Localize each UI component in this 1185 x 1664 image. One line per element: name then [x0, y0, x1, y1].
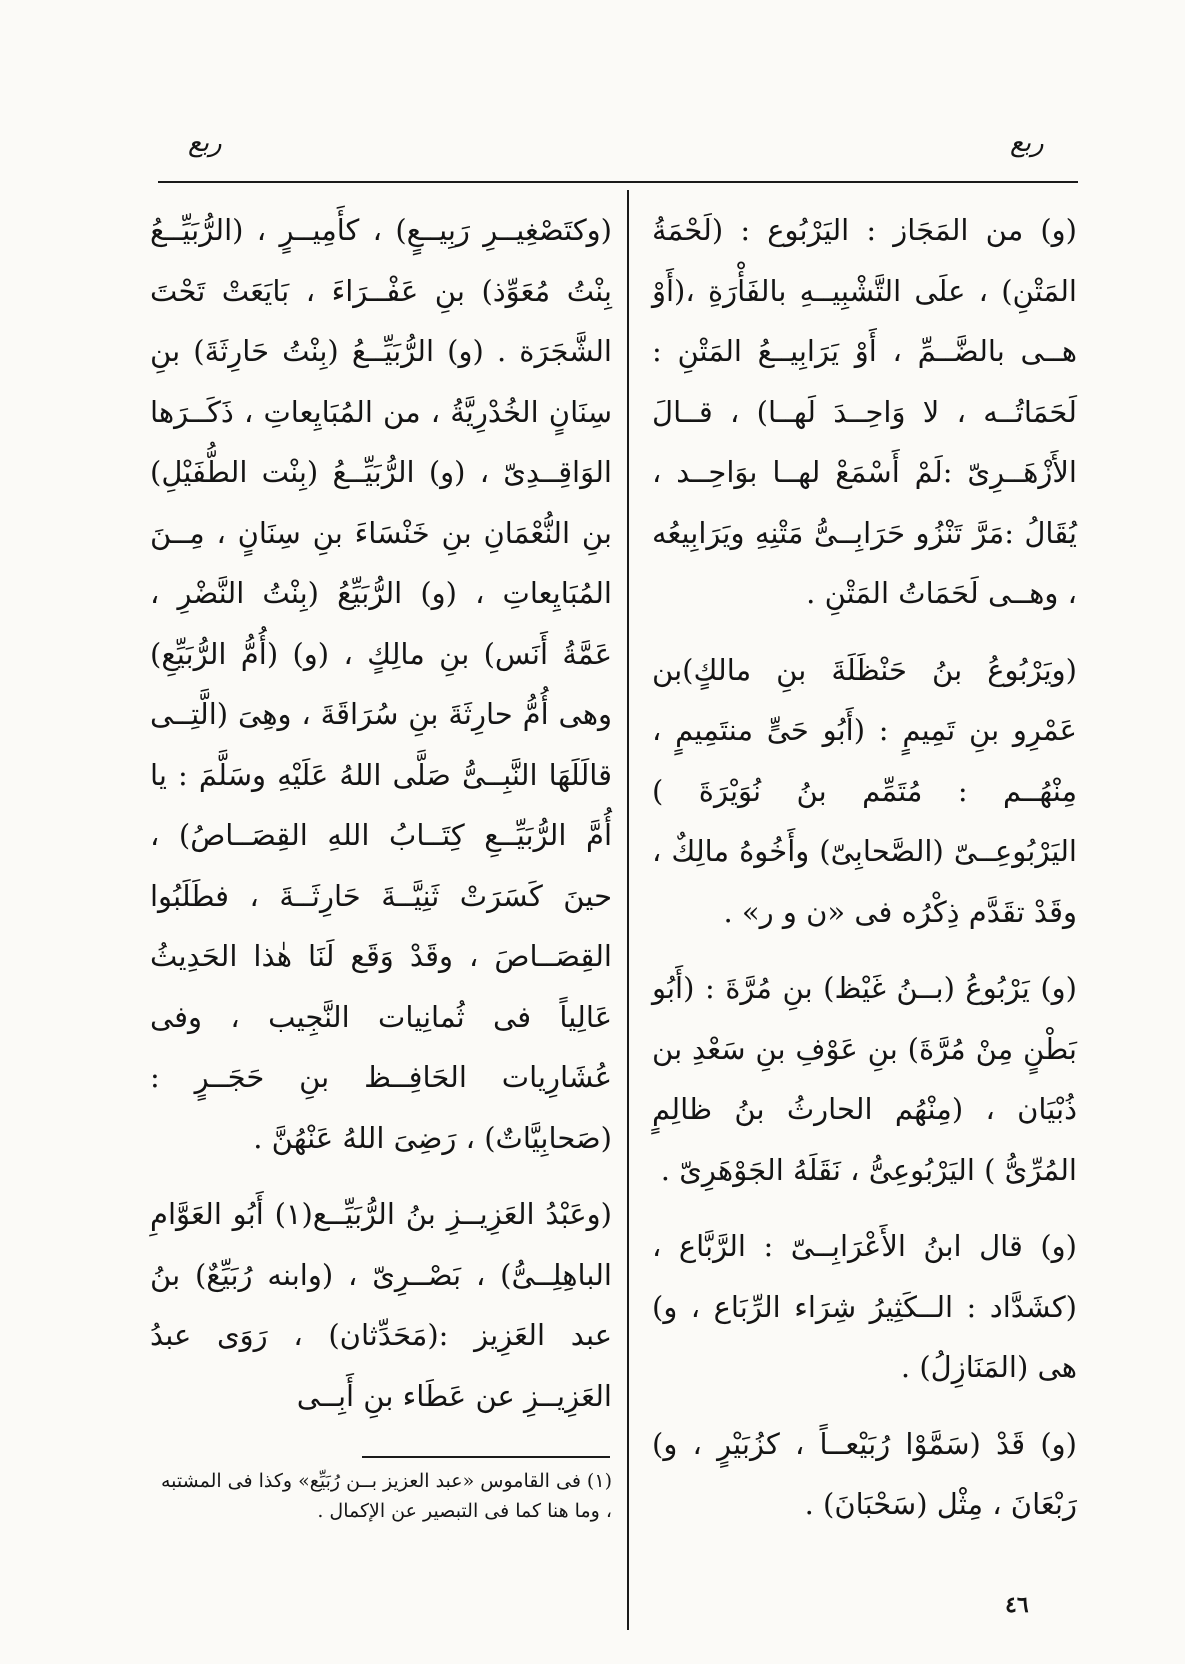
footnote-rule: [362, 1456, 610, 1458]
paragraph: (و) من المَجَاز : اليَرْبُوع : (لَحْمَةُ المَتْنِ) ، علَى التَّشْبِيــهِ بالفَأْرَةِ ،(أَوْ هــى بالضَّــمِّ ، أَوْ يَرَابِيــعُ المَتْنِ : لَحَمَاتُــه ، لا وَاحِــدَ لَهــا) ، قــالَ الأَزْهَــرِىّ :لَمْ أَسْمَعْ لهــا بوَاحِــد ، يُقَالُ :مَرَّ تَنْزُو حَرَابِــىُّ مَتْنِهِ ويَرَابِيعُه ، وهــى لَحَمَاتُ المَتْنِ .: [652, 213, 1077, 610]
page-number: ٤٦: [1005, 1592, 1029, 1618]
paragraph: (وعَبْدُ العَزِيــزِ بنُ الرُّبَيِّــع(١) أَبُو العَوَّامِ الباهِلِــىُّ) ، بَصْــرِىّ ، (وابنه رُبَيِّعٌ) بنُ عبد العَزِيز :(مَحَدِّثان) ، رَوَى عبدُ العَزِيــزِ عن عَطَاء بنِ أَبِــى: [150, 1197, 612, 1413]
header-rule: [158, 181, 1078, 183]
footnote-text: (١) فى القاموس «عبد العزيز بــن رُبَيِّع» وكذا فى المشتبه ، وما هنا كما فى التبصير عن الإكمال .: [160, 1470, 612, 1522]
paragraph: (ويَرْبُوعُ بنُ حَنْظَلَةَ بنِ مالكٍ)بن عَمْرِو بنِ تَمِيمٍ : (أَبُو حَىٍّ منتَمِيمٍ ، مِنْهُــم : مُتَمِّم بنُ نُوَيْرَةَ ) اليَرْبُوعِــىّ (الصَّحابِىّ) وأَخُوهُ مالِكٌ ، وقَدْ تقَدَّم ذِكْرُه فى «ن و ر» .: [652, 652, 1077, 929]
running-header-right: ربع: [1010, 128, 1044, 158]
column-divider: [627, 190, 629, 1630]
paragraph: (وكتَصْغِيــرِ رَبِيــعٍ) ، كأَمِيــرٍ ، (الرُّبَيِّــعُ بِنْتُ مُعَوِّذ) بنِ عَفْــرَاءَ ، بَايَعَتْ تَحْتَ الشَّجَرَة . (و) الرُّبَيِّــعُ (بِنْتُ حَارِثَةَ) بنِ سِنَانٍ الخُدْرِيَّةُ ، من المُبَايِعاتِ ، ذَكَــرَها الوَاقِــدِىّ ، (و) الرُّبَيِّــعُ (بِنْت الطُّفَيْلِ) بنِ النُّعْمَانِ بنِ خَنْسَاءَ بنِ سِنَانٍ ، مِــنَ المُبَايِعاتِ ، (و) الرُّبَيِّعُ (بِنْتُ النَّضْرِ ، عَمَّةُ أَنَس) بنِ مالِكٍ ، (و) (أُمُّ الرُّبَيِّعِ) وهى أُمُّ حارِثَةَ بنِ سُرَاقَةَ ، وهِىَ (الَّتِــى قالَلَهَا النَّبِــىُّ صَلَّى اللهُ عَلَيْهِ وسَلَّمَ : يا أُمَّ الرُّبَيِّــعِ كِتَــابُ اللهِ القِصَــاصُ) ، حينَ كَسَرَتْ ثَنِيَّــةَ حَارِثَــةَ ، فطَلَبُوا القِصَــاصَ ، وقَدْ وَقَع لَنَا هٰذا الحَدِيثُ عَالِياً فى ثُمانِيات النَّجِيب ، وفى عُشَارِيات الحَافِــظ بنِ حَجَــرٍ :(صَحابِيَّاتٌ) ، رَضِىَ اللهُ عَنْهُنَّ .: [150, 213, 612, 1155]
running-header-left: ربع: [188, 128, 222, 158]
right-column: [652, 200, 1077, 1535]
paragraph: (و) قال ابنُ الأَعْرَابِــىّ : الرَّبَّاع ، (كشَدَّاد : الــكَثِيرُ شِرَاء الرِّبَاع ، و) هى (المَنَازِلُ) .: [652, 1229, 1077, 1384]
paragraph: (و) يَرْبُوعُ (بــنُ غَيْظ) بنِ مُرَّةَ : (أَبُو بَطْنٍ مِنْ مُرَّةَ) بنِ عَوْفِ بنِ سَعْدِ بن ذُبْيَان ، (مِنْهُم الحارثُ بنُ ظالِمٍ المُرِّىُّ ) اليَرْبُوعِىُّ ، نَقَلَهُ الجَوْهَرِىّ .: [652, 971, 1077, 1187]
footnote: [150, 1466, 612, 1526]
paragraph: (و) قَدْ (سَمَّوْا رُبَيْعــاً ، كزُبَيْرٍ ، و) رَبْعَانَ ، مِثْل (سَحْبَانَ) .: [652, 1426, 1077, 1521]
left-column: [150, 200, 612, 1426]
